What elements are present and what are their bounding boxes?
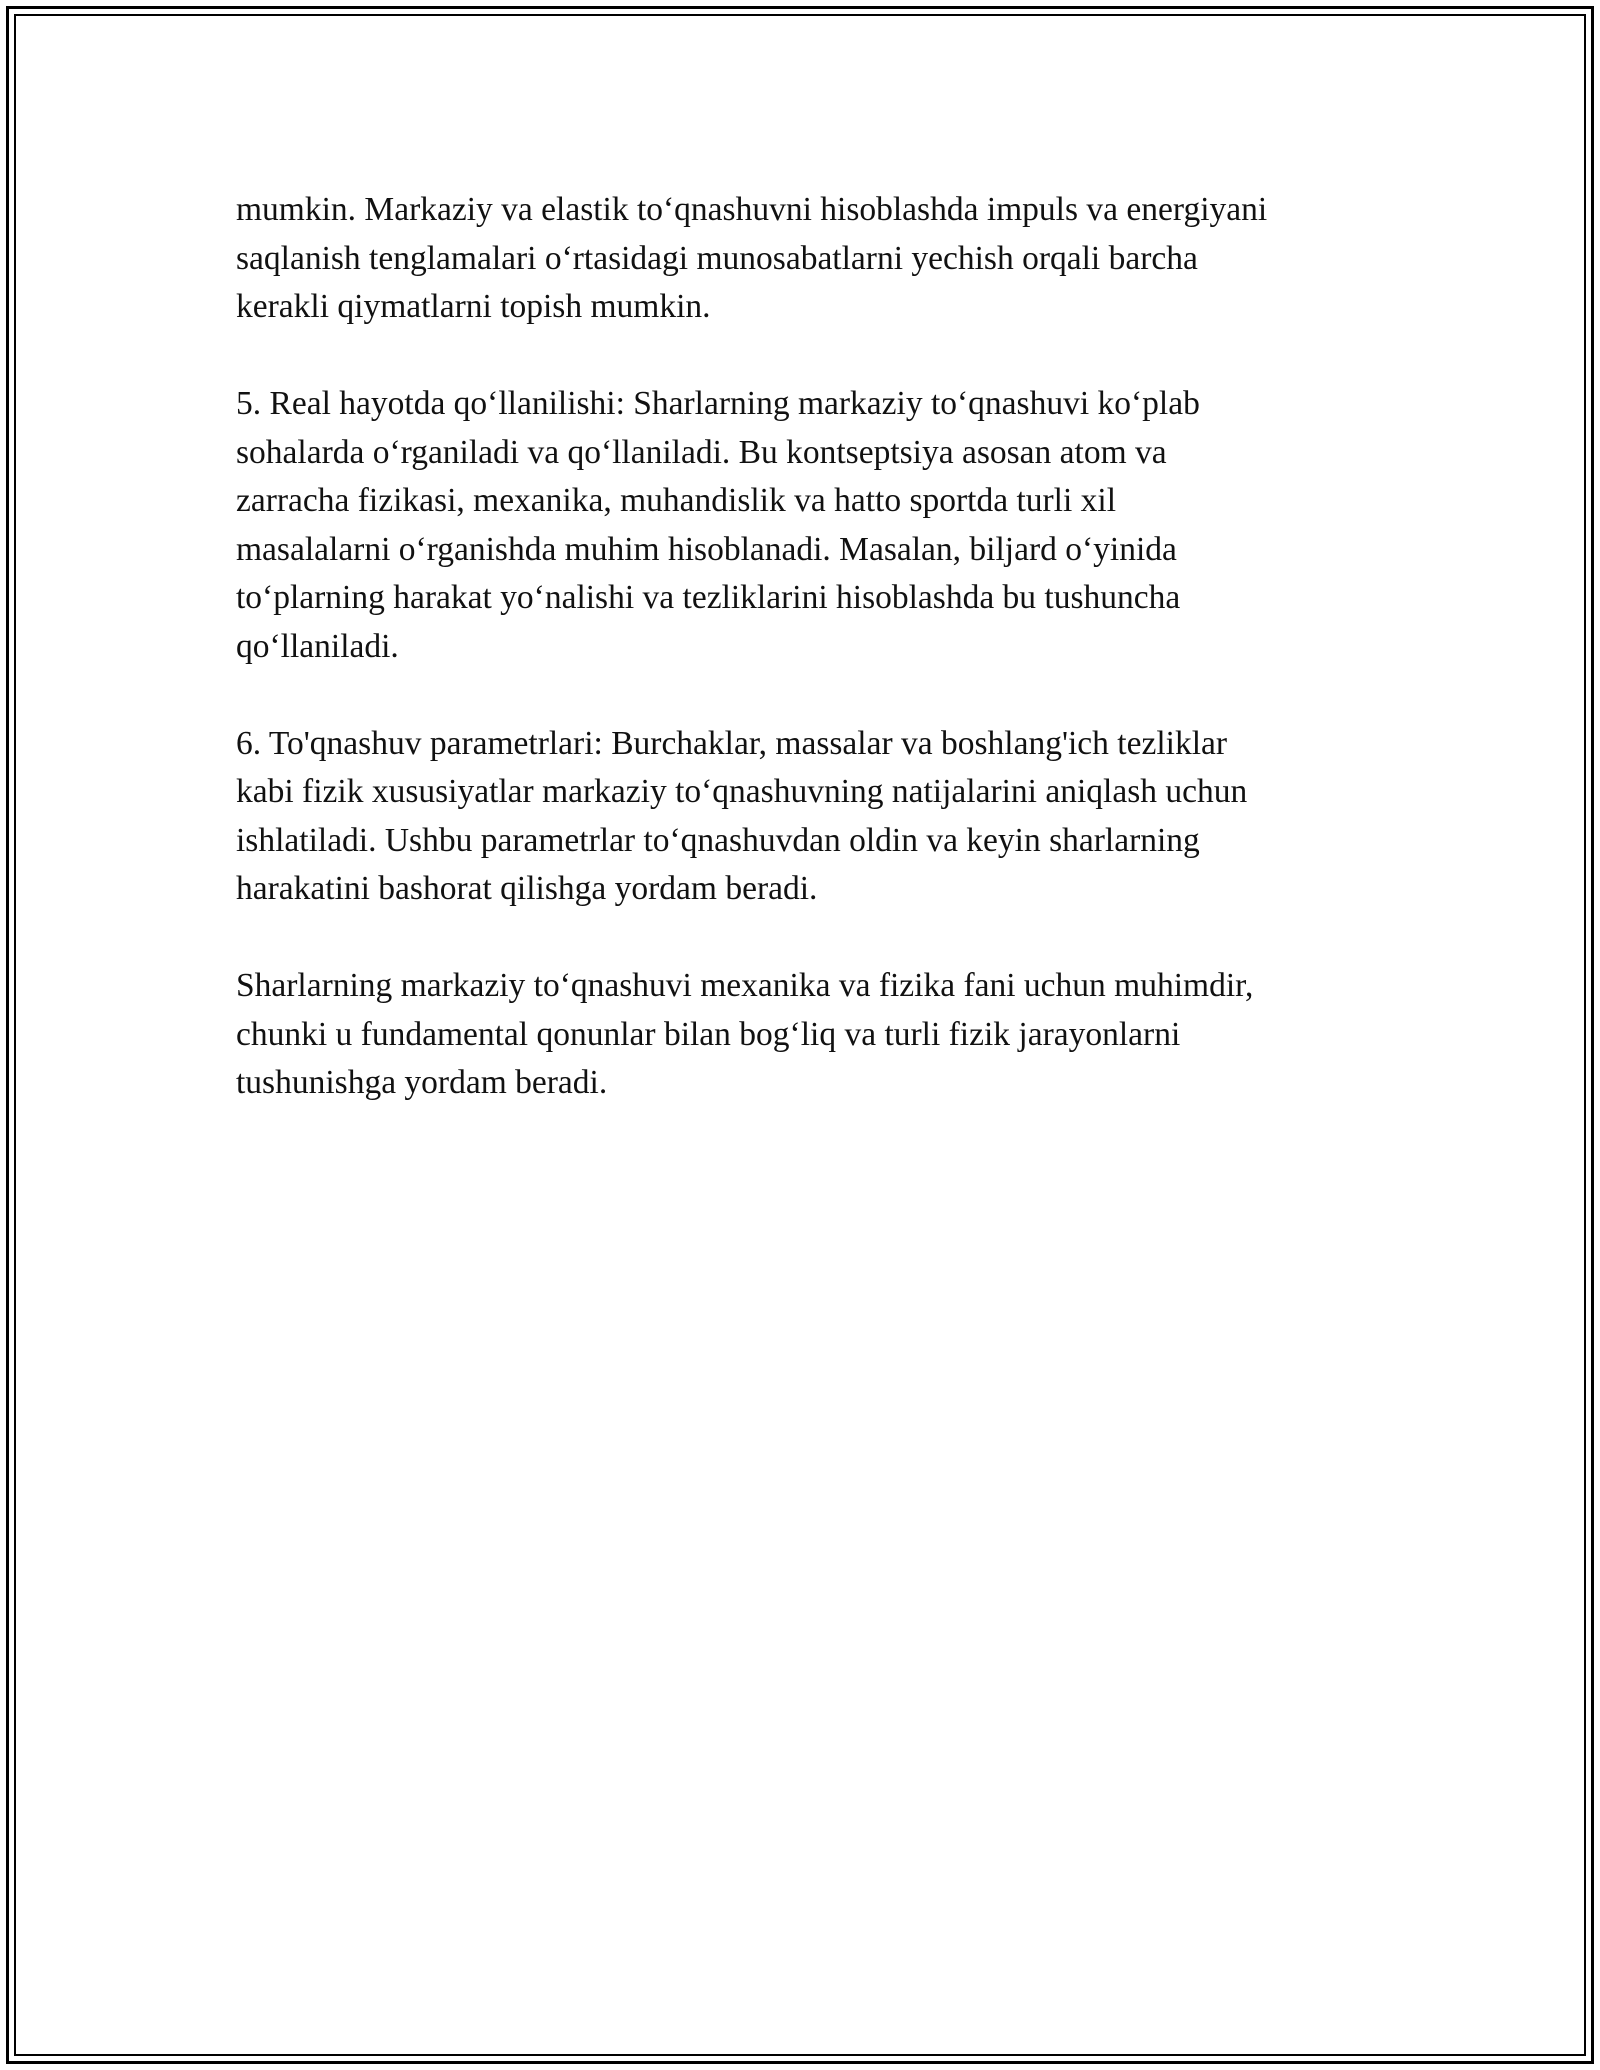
text-line: mumkin. Markaziy va elastik to‘qnashuvni hisoblashda impuls va energiyani [236,191,1268,228]
text-line: harakatini bashorat qilishga yordam beradi. [236,870,818,907]
text-line: kabi fizik xususiyatlar markaziy to‘qnashuvning natijalarini aniqlash uchun [236,773,1248,810]
text-line: kerakli qiymatlarni topish mumkin. [236,288,711,325]
paragraph-real-life-application [236,380,1386,671]
text-line: ishlatiladi. Ushbu parametrlar to‘qnashuvdan oldin va keyin sharlarning [236,821,1200,859]
text-line: zarracha fizikasi, mexanika, muhandislik va hatto sportda turli xil [236,482,1117,519]
text-line: sohalarda o‘rganiladi va qo‘llaniladi. Bu kontseptsiya asosan atom va [236,433,1167,471]
text-line: Sharlarning markaziy to‘qnashuvi mexanika va fizika fani uchun muhimdir, [236,967,1254,1004]
document-body [236,186,1386,1156]
text-line: to‘plarning harakat yo‘nalishi va tezliklarini hisoblashda bu tushuncha [236,579,1181,616]
paragraph-collision-parameters [236,720,1386,914]
text-line: qo‘llaniladi. [236,627,399,665]
text-line: masalalarni o‘rganishda muhim hisoblanadi. Masalan, biljard o‘yinida [236,530,1177,568]
text-line: 5. Real hayotda qo‘llanilishi: Sharlarning markaziy to‘qnashuvi ko‘plab [236,385,1200,422]
text-line: 6. To'qnashuv parametrlari: Burchaklar, massalar va boshlang'ich tezliklar [236,724,1228,762]
text-line: tushunishga yordam beradi. [236,1064,608,1101]
paragraph-continuation [236,186,1386,332]
text-line: chunki u fundamental qonunlar bilan bog‘liq va turli fizik jarayonlarni [236,1015,1181,1053]
paragraph-conclusion [236,962,1386,1108]
text-line: saqlanish tenglamalari o‘rtasidagi munosabatlarni yechish orqali barcha [236,239,1198,277]
